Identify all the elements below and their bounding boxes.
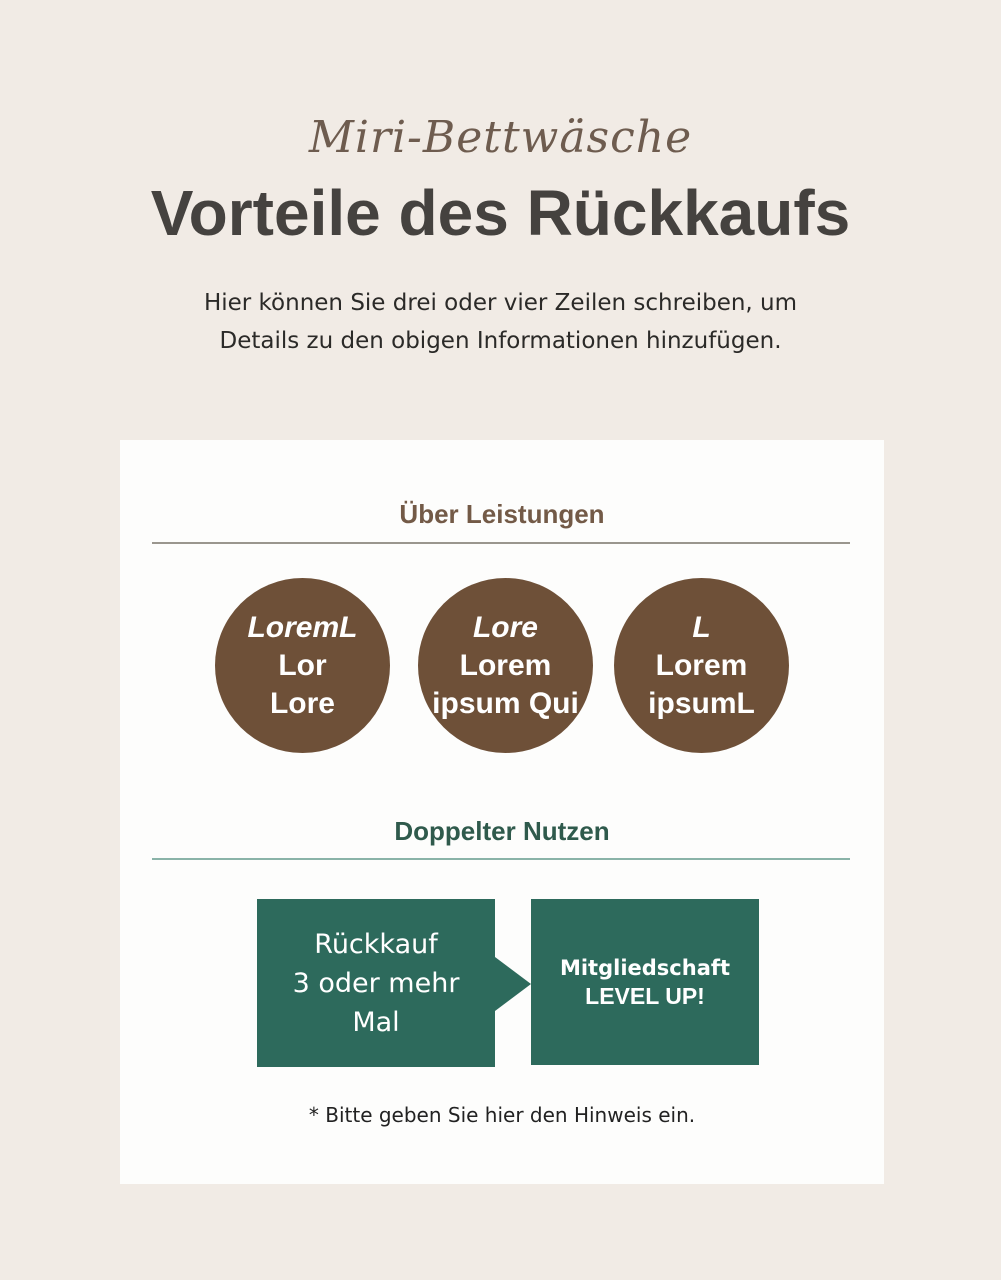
repurchase-text: Rückkauf bbox=[314, 928, 438, 960]
service-circle-1 bbox=[215, 578, 390, 753]
services-divider bbox=[152, 542, 850, 544]
page-title: Vorteile des Rückkaufs bbox=[150, 177, 851, 249]
double-benefit-title: Doppelter Nutzen bbox=[394, 816, 610, 846]
intro-line: Details zu den obigen Informationen hinzufügen. bbox=[219, 328, 782, 354]
circle-text: Lorem bbox=[655, 648, 748, 682]
circle-text: ipsum Qui bbox=[432, 686, 579, 720]
brand-name: Miri-Bettwäsche bbox=[308, 112, 693, 163]
membership-label: Mitgliedschaft bbox=[559, 956, 731, 980]
circle-text: ipsumL bbox=[648, 686, 755, 720]
circle-text: Lore bbox=[472, 610, 538, 644]
circle-text: LoremL bbox=[247, 610, 358, 644]
repurchase-text: Mal bbox=[352, 1006, 400, 1038]
services-title: Über Leistungen bbox=[399, 499, 605, 529]
service-circle-3 bbox=[614, 578, 789, 753]
circle-text: Lorem bbox=[459, 648, 552, 682]
repurchase-text: 3 oder mehr bbox=[292, 967, 460, 999]
circle-text: Lore bbox=[269, 686, 335, 720]
circle-text: L bbox=[692, 610, 711, 644]
service-circle-2 bbox=[418, 578, 593, 753]
membership-box bbox=[531, 899, 759, 1065]
repurchase-box bbox=[257, 899, 495, 1067]
double-benefit-divider bbox=[152, 858, 850, 860]
intro-line: Hier können Sie drei oder vier Zeilen schreiben, um bbox=[203, 290, 798, 316]
intro-text bbox=[150, 284, 851, 360]
benefits-card bbox=[120, 440, 884, 1184]
arrow-right-icon bbox=[495, 957, 531, 1011]
level-up-label: LEVEL UP! bbox=[585, 983, 705, 1009]
footnote: * Bitte geben Sie hier den Hinweis ein. bbox=[308, 1103, 696, 1127]
circle-text: Lor bbox=[278, 648, 327, 682]
